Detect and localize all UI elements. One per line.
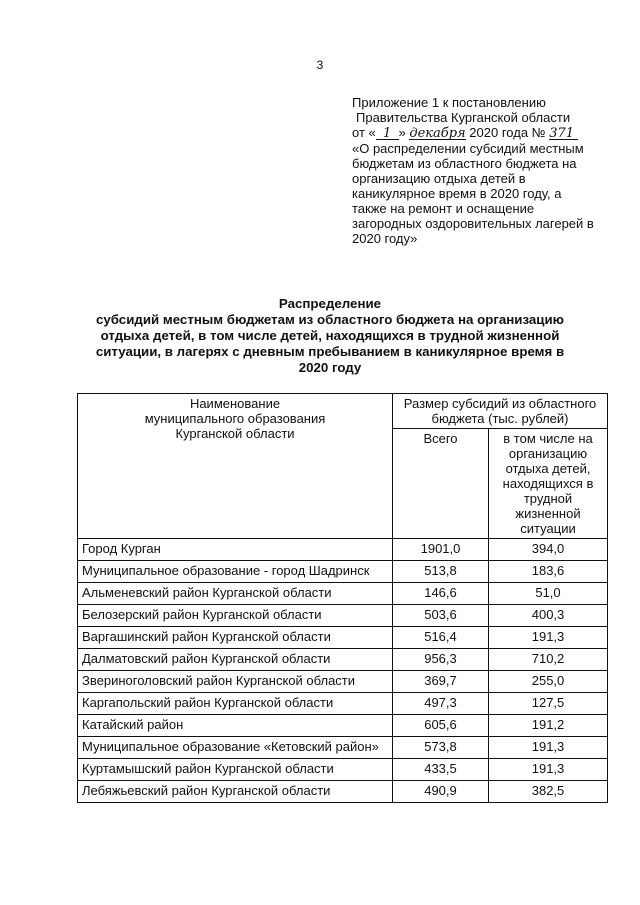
- row-municipality: Город Курган: [78, 539, 393, 561]
- appendix-date-line: [352, 125, 622, 141]
- table-row: [78, 539, 608, 561]
- title-line-2: субсидий местным бюджетам из областного бюджета на организацию: [95, 312, 564, 327]
- table-row: [78, 693, 608, 715]
- row-total: 605,6: [393, 715, 489, 737]
- row-total: 573,8: [393, 737, 489, 759]
- row-total: 956,3: [393, 649, 489, 671]
- header-including-line: ситуации: [520, 521, 576, 536]
- row-including: 710,2: [489, 649, 608, 671]
- header-including-line: в том числе на: [503, 431, 593, 446]
- header-including-line: организацию: [508, 446, 588, 461]
- row-including: 191,2: [489, 715, 608, 737]
- handwritten-number: 371: [549, 126, 575, 141]
- row-including: 191,3: [489, 627, 608, 649]
- header-including-line: трудной: [523, 491, 573, 506]
- handwritten-month: декабря: [409, 126, 466, 141]
- row-municipality: Звериноголовский район Курганской области: [78, 671, 393, 693]
- row-total: 146,6: [393, 583, 489, 605]
- row-total: 433,5: [393, 759, 489, 781]
- row-municipality: Альменевский район Курганской области: [78, 583, 393, 605]
- row-total: 497,3: [393, 693, 489, 715]
- table-row: [78, 583, 608, 605]
- appendix-subject-line-4: каникулярное время в 2020 году, а: [352, 186, 562, 201]
- date-mid: »: [398, 125, 406, 140]
- date-year: 2020 года №: [469, 125, 546, 140]
- row-including: 394,0: [489, 539, 608, 561]
- row-total: 513,8: [393, 561, 489, 583]
- appendix-subject-line-5: также на ремонт и оснащение: [352, 201, 535, 216]
- appendix-subject-line-2: бюджетам из областного бюджета на: [352, 156, 577, 171]
- row-including: 191,3: [489, 737, 608, 759]
- title-line-1: Распределение: [278, 296, 382, 311]
- table-row: [78, 605, 608, 627]
- title-line-4: ситуации, в лагерях с дневным пребыванием в каникулярное время в: [95, 344, 565, 359]
- header-size-line: Размер субсидий из областного: [403, 396, 597, 411]
- row-including: 183,6: [489, 561, 608, 583]
- table-row: [78, 737, 608, 759]
- header-subsidy-size: [393, 394, 608, 429]
- header-size-line: бюджета (тыс. рублей): [431, 411, 569, 426]
- table-row: [78, 715, 608, 737]
- decree-number-field: [549, 125, 577, 141]
- row-municipality: Каргапольский район Курганской области: [78, 693, 393, 715]
- row-including: 127,5: [489, 693, 608, 715]
- header-name-line: Курганской области: [175, 426, 295, 441]
- header-name-line: муниципального образования: [144, 411, 326, 426]
- row-municipality: Катайский район: [78, 715, 393, 737]
- appendix-subject-line-1: «О распределении субсидий местным: [352, 141, 584, 156]
- row-municipality: Белозерский район Курганской области: [78, 605, 393, 627]
- header-name-line: Наименование: [189, 396, 281, 411]
- row-municipality: Далматовский район Курганской области: [78, 649, 393, 671]
- row-including: 191,3: [489, 759, 608, 781]
- row-municipality: Муниципальное образование - город Шадринск: [78, 561, 393, 583]
- row-including: 400,3: [489, 605, 608, 627]
- row-including: 51,0: [489, 583, 608, 605]
- document-title: [60, 296, 600, 376]
- row-municipality: Муниципальное образование «Кетовский район»: [78, 737, 393, 759]
- row-municipality: Куртамышский район Курганской области: [78, 759, 393, 781]
- row-municipality: Лебяжьевский район Курганской области: [78, 781, 393, 803]
- appendix-subject-line-7: 2020 году»: [352, 231, 418, 246]
- title-line-5: 2020 году: [298, 360, 362, 375]
- appendix-line-1: Приложение 1 к постановлению: [352, 95, 546, 110]
- row-total: 516,4: [393, 627, 489, 649]
- row-total: 1901,0: [393, 539, 489, 561]
- row-including: 255,0: [489, 671, 608, 693]
- header-including-line: находящихся в: [502, 476, 594, 491]
- row-total: 503,6: [393, 605, 489, 627]
- header-total: Всего: [393, 429, 489, 539]
- appendix-subject-line-3: организацию отдыха детей в: [352, 171, 526, 186]
- appendix-block: [352, 95, 622, 246]
- page-number: 3: [316, 58, 324, 72]
- table-row: [78, 759, 608, 781]
- header-including-line: отдыха детей,: [505, 461, 591, 476]
- row-total: 490,9: [393, 781, 489, 803]
- row-municipality: Варгашинский район Курганской области: [78, 627, 393, 649]
- handwritten-day: 1: [382, 126, 392, 141]
- date-prefix: от «: [352, 125, 376, 140]
- header-municipality: [78, 394, 393, 539]
- subsidies-table: [77, 393, 608, 803]
- header-including-line: жизненной: [515, 506, 581, 521]
- title-line-3: отдыха детей, в том числе детей, находящихся в трудной жизненной: [100, 328, 560, 343]
- table-row: [78, 781, 608, 803]
- table-row: [78, 649, 608, 671]
- date-month-field: [409, 125, 465, 141]
- table-row: [78, 671, 608, 693]
- row-total: 369,7: [393, 671, 489, 693]
- header-including: [489, 429, 608, 539]
- table-row: [78, 627, 608, 649]
- date-day-field: [376, 125, 399, 141]
- table-row: [78, 561, 608, 583]
- appendix-line-2: Правительства Курганской области: [356, 110, 571, 125]
- appendix-subject-line-6: загородных оздоровительных лагерей в: [352, 216, 594, 231]
- row-including: 382,5: [489, 781, 608, 803]
